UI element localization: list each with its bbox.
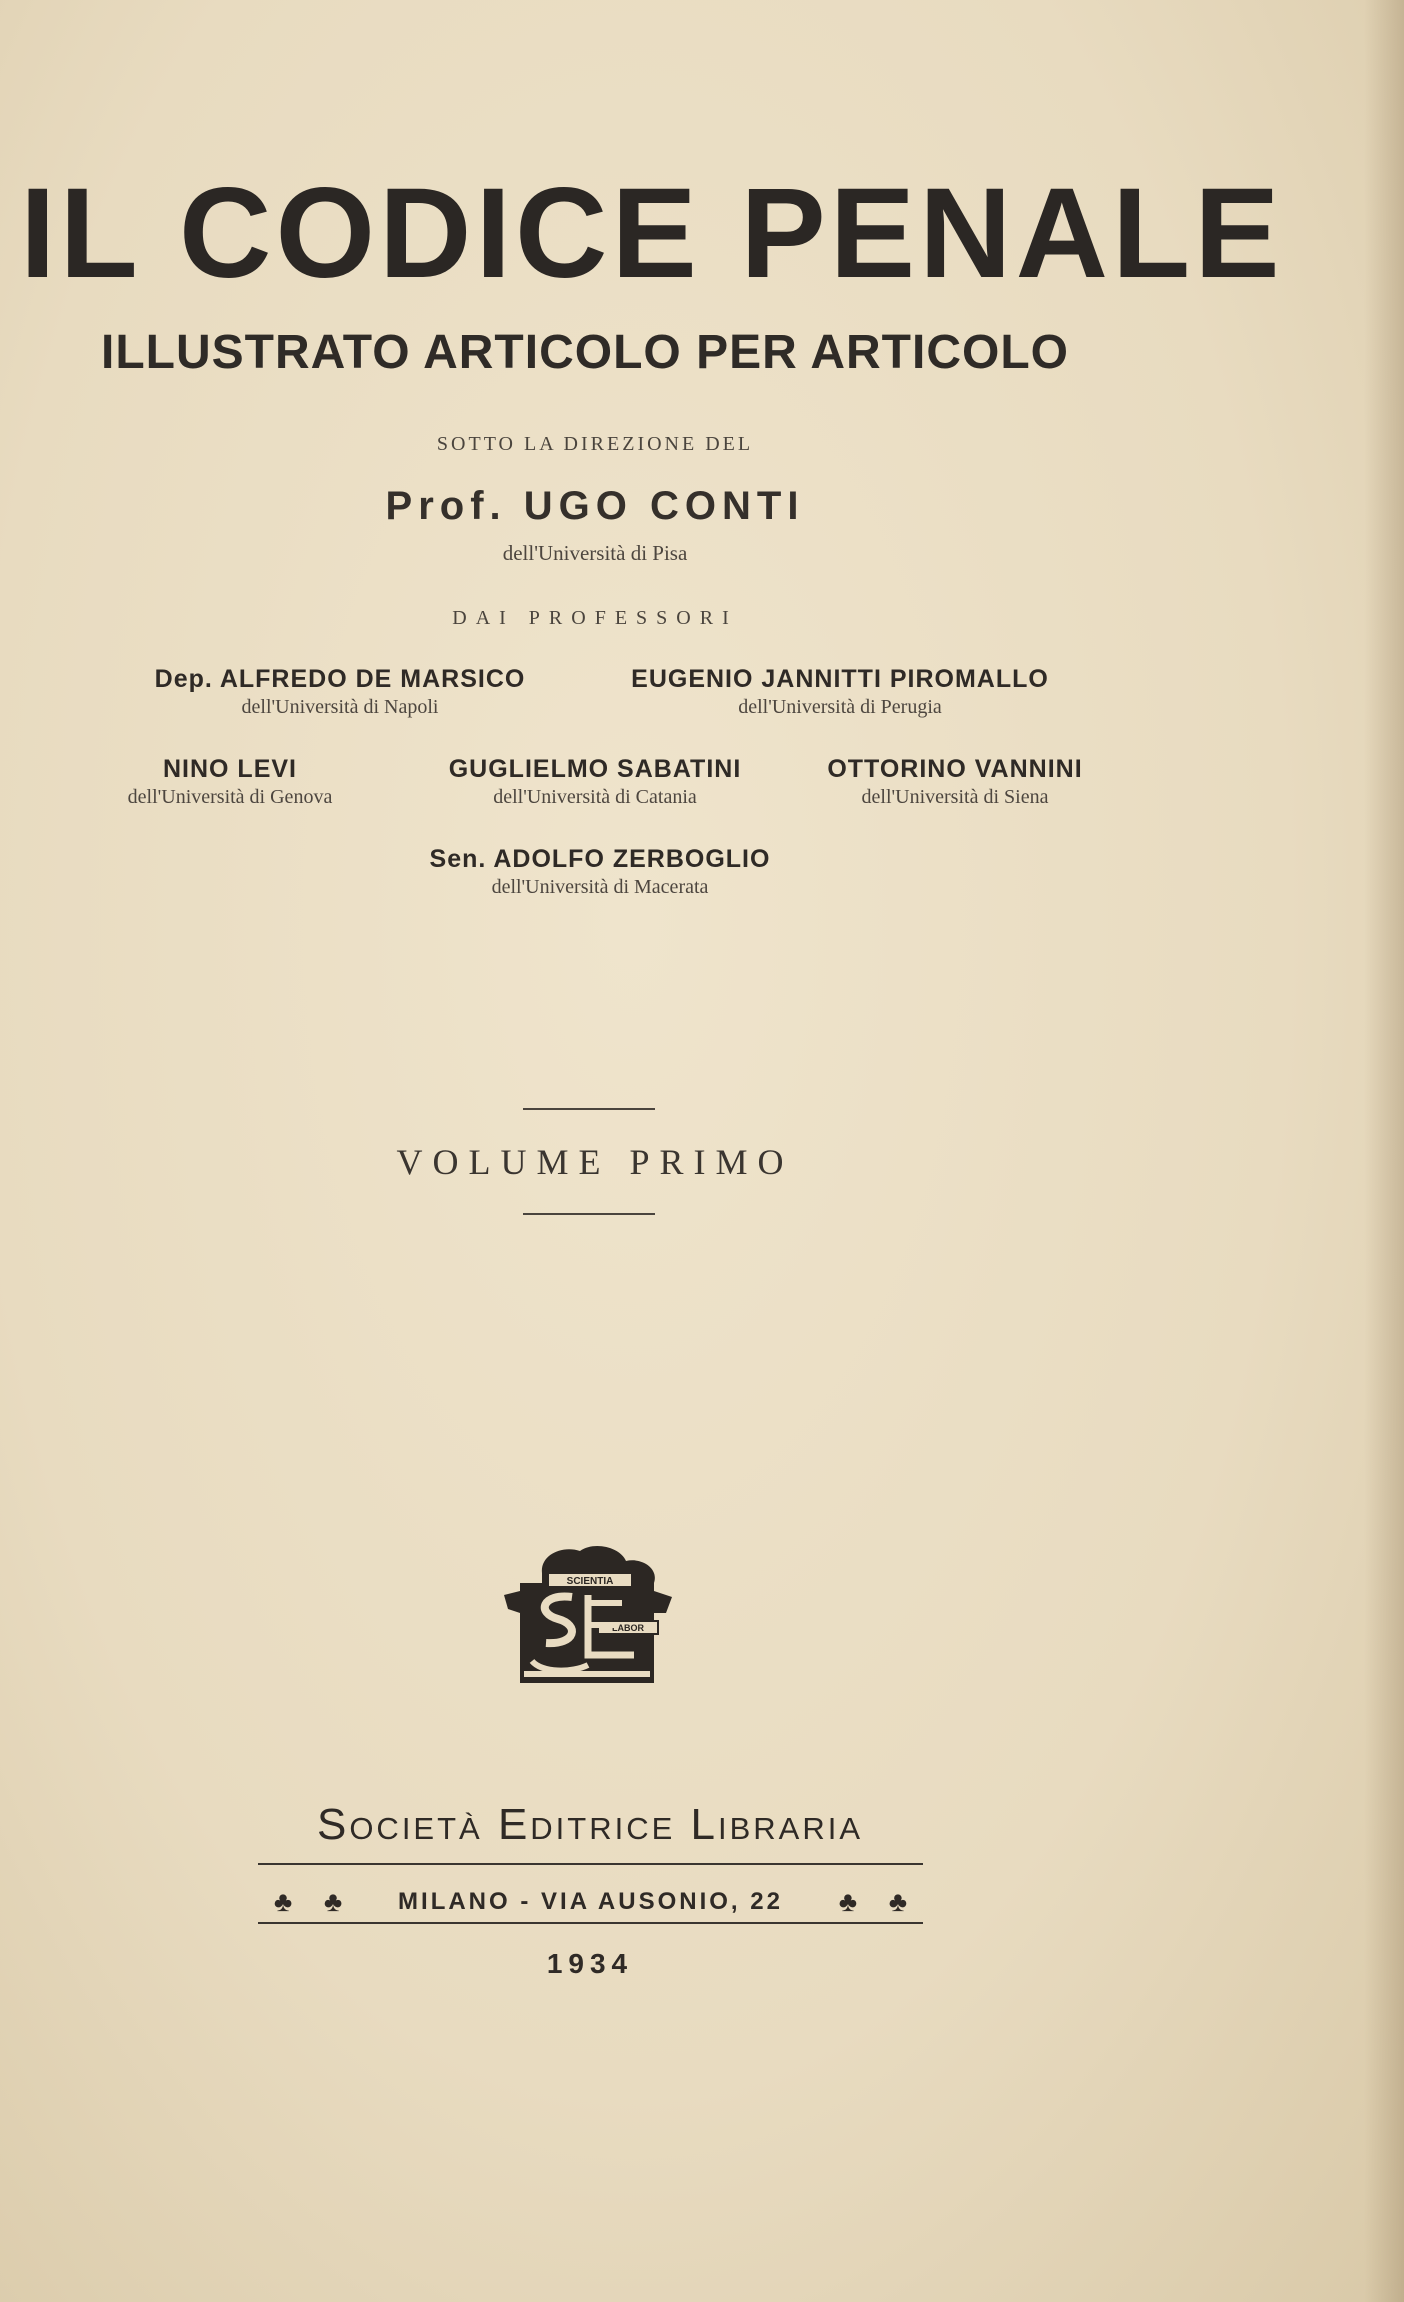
contributor-affiliation: dell'Università di Napoli bbox=[241, 696, 439, 718]
director-affiliation: dell'Università di Pisa bbox=[502, 541, 688, 565]
divider-rule-bottom bbox=[523, 1213, 655, 1215]
contributor-zerboglio bbox=[420, 845, 780, 899]
contributor-name: Dep. ALFREDO DE MARSICO bbox=[154, 665, 526, 693]
contributors-intro: DAI PROFESSORI bbox=[452, 607, 738, 629]
contributor-name: EUGENIO JANNITTI PIROMALLO bbox=[631, 665, 1049, 693]
director-name: Prof. UGO CONTI bbox=[385, 484, 805, 528]
publication-year: 1934 bbox=[546, 1948, 634, 1979]
contributor-de-marsico bbox=[150, 665, 530, 719]
contributor-name: NINO LEVI bbox=[162, 755, 297, 783]
club-ornament-icon: ♣ bbox=[323, 1886, 343, 1917]
contributor-affiliation: dell'Università di Perugia bbox=[738, 696, 942, 718]
contributor-name: GUGLIELMO SABATINI bbox=[448, 755, 742, 783]
contributor-affiliation: dell'Università di Siena bbox=[861, 786, 1049, 808]
club-ornament-icon: ♣ bbox=[838, 1886, 858, 1917]
club-ornament-icon: ♣ bbox=[273, 1886, 293, 1917]
publisher-rule-top bbox=[258, 1863, 923, 1865]
contributor-name: Sen. ADOLFO ZERBOGLIO bbox=[429, 845, 771, 873]
direction-intro: SOTTO LA DIREZIONE DEL bbox=[436, 433, 754, 455]
book-subtitle: ILLUSTRATO ARTICOLO PER ARTICOLO bbox=[101, 326, 1069, 379]
publisher-address-row bbox=[258, 1882, 923, 1922]
contributor-name: OTTORINO VANNINI bbox=[827, 755, 1083, 783]
club-ornament-icon: ♣ bbox=[888, 1886, 908, 1917]
ornament-right bbox=[823, 1886, 923, 1918]
volume-label: VOLUME PRIMO bbox=[396, 1142, 794, 1182]
contributor-affiliation: dell'Università di Macerata bbox=[491, 876, 709, 898]
publisher-name: Società Editrice Libraria bbox=[316, 1800, 864, 1849]
publisher-address: MILANO - VIA AUSONIO, 22 bbox=[398, 1888, 783, 1915]
publisher-rule-bottom bbox=[258, 1922, 923, 1924]
contributor-affiliation: dell'Università di Genova bbox=[127, 786, 333, 808]
page-edge-shadow bbox=[1364, 0, 1404, 2302]
ornament-left bbox=[258, 1886, 358, 1918]
emblem-motto-top: SCIENTIA bbox=[566, 1576, 614, 1587]
book-title: IL CODICE PENALE bbox=[20, 162, 1284, 305]
emblem-motto-bottom: LABOR bbox=[612, 1623, 644, 1633]
contributor-sabatini bbox=[425, 755, 765, 809]
divider-rule-top bbox=[523, 1108, 655, 1110]
contributor-jannitti-piromallo bbox=[630, 665, 1050, 719]
contributor-vannini bbox=[800, 755, 1110, 809]
contributor-levi bbox=[60, 755, 400, 809]
contributor-affiliation: dell'Università di Catania bbox=[493, 786, 697, 808]
publisher-emblem-icon bbox=[502, 1543, 674, 1689]
